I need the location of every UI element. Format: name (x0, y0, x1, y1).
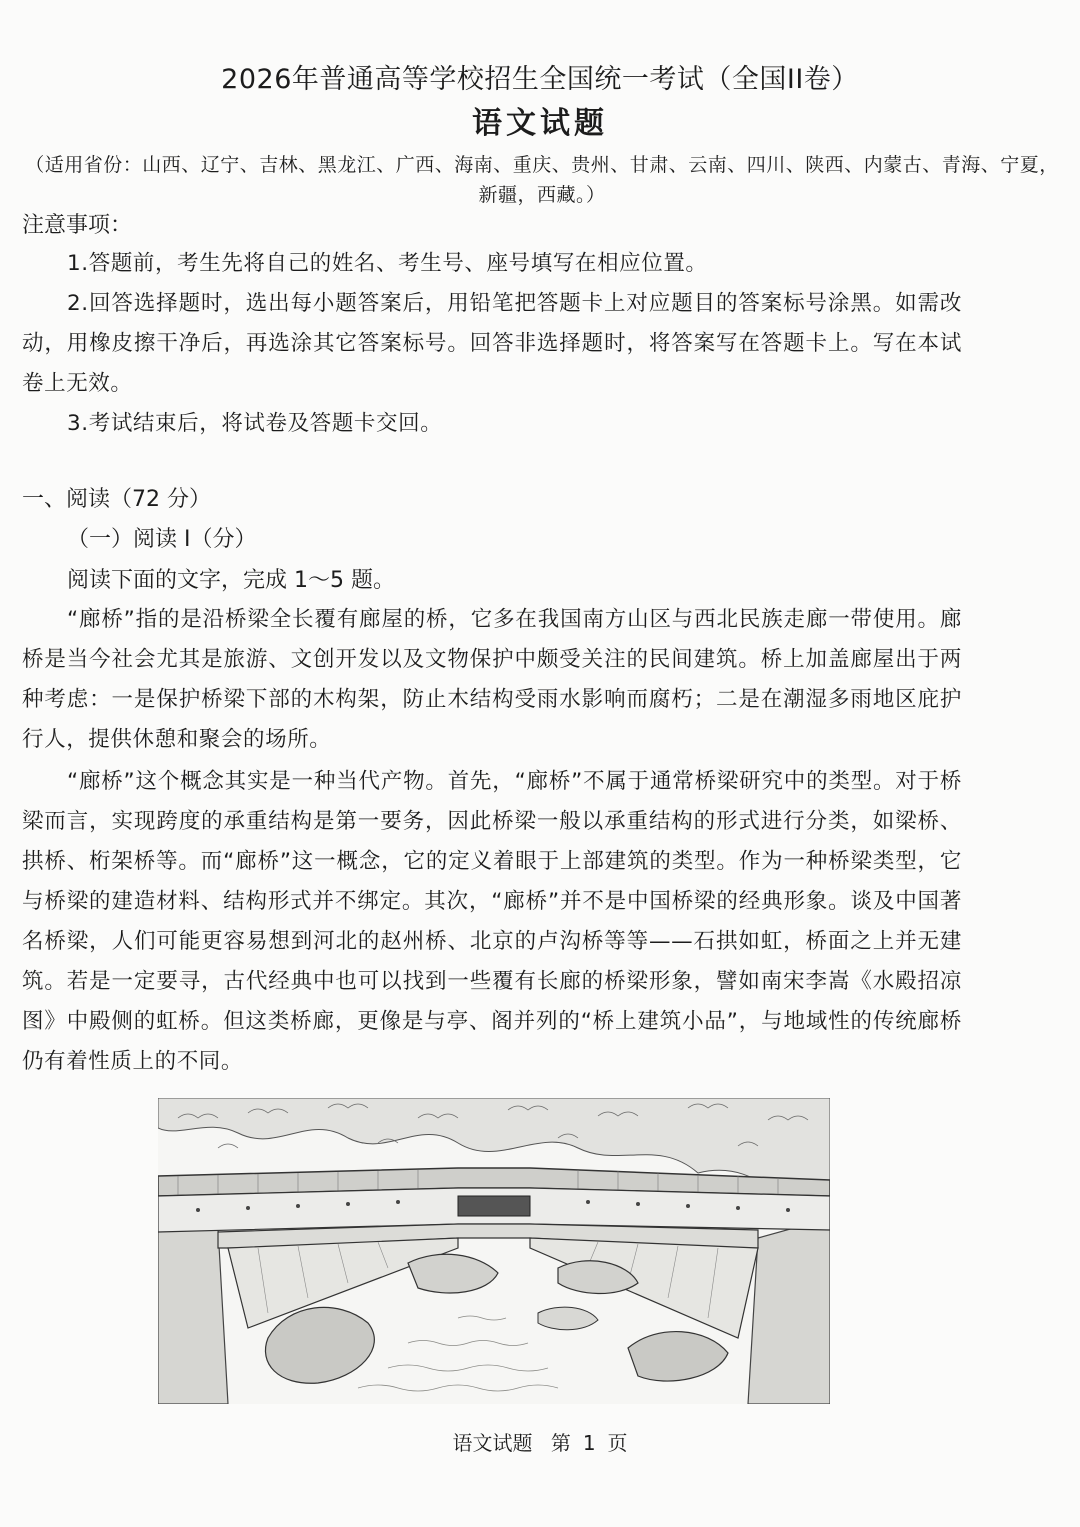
footer-page-suffix: 页 (607, 1431, 628, 1455)
section-heading: 一、阅读（72 分） (22, 487, 211, 512)
notice-item-3: 3.考试结束后，将试卷及答题卡交回。 (67, 411, 443, 436)
paragraph-1: “廊桥”指的是沿桥梁全长覆有廊屋的桥，它多在我国南方山区与西北民族走廊一带使用。廊桥是当今社会尤其是旅游、文创开发以及文物保护中颇受关注的民间建筑。桥上加盖廊屋出于两种考虑：一是保护桥梁下部的木构架，防止木结构受雨水影响而腐朽；二是在潮湿多雨地区庇护行人，提供休憩和聚会的场所。 (22, 607, 962, 752)
notice-heading: 注意事项： (22, 213, 133, 238)
page-title: 2026年普通高等学校招生全国统一考试（全国II卷） (221, 64, 859, 95)
paragraph-2: “廊桥”这个概念其实是一种当代产物。首先，“廊桥”不属于通常桥梁研究中的类型。对于桥梁而言，实现跨度的承重结构是第一要务，因此桥梁一般以承重结构的形式进行分类，如梁桥、拱桥、桁架桥等。而“廊桥”这一概念，它的定义着眼于上部建筑的类型。作为一种桥梁类型，它与桥梁的建造材料、结构形式并不绑定。其次，“廊桥”并不是中国桥梁的经典形象。谈及中国著名桥梁，人们可能更容易想到河北的赵州桥、北京的卢沟桥等等——石拱如虹，桥面之上并无建筑。若是一定要寻，古代经典中也可以找到一些覆有长廊的桥梁形象，譬如南宋李嵩《水殿招凉图》中殿侧的虹桥。但这类桥廊，更像是与亭、阁并列的“桥上建筑小品”，与地域性的传统廊桥仍有着性质上的不同。 (22, 769, 962, 1074)
reading-instruction: 阅读下面的文字，完成 1～5 题。 (67, 568, 395, 593)
footer-page-prefix: 第 (550, 1431, 571, 1455)
page-footer (0, 1428, 1080, 1458)
section-subheading: （一）阅读 I（分） (67, 527, 257, 552)
page-subtitle: 语文试题 (472, 106, 608, 141)
notice-item-2: 2.回答选择题时，选出每小题答案后，用铅笔把答题卡上对应题目的答案标号涂黑。如需改动，用橡皮擦干净后，再选涂其它答案标号。回答非选择题时，将答案写在答题卡上。写在本试卷上无效。 (22, 291, 962, 396)
covered-bridge-illustration (158, 1098, 830, 1404)
applicable-provinces: （适用省份：山西、辽宁、吉林、黑龙江、广西、海南、重庆、贵州、甘肃、云南、四川、陕西、内蒙古、青海、宁夏，新疆，西藏。） (25, 154, 1059, 206)
page-number: 1 (582, 1431, 596, 1455)
notice-item-1: 1.答题前，考生先将自己的姓名、考生号、座号填写在相应位置。 (67, 251, 708, 276)
footer-label: 语文试题 (452, 1431, 533, 1455)
covered-bridge-icon (158, 1098, 830, 1404)
